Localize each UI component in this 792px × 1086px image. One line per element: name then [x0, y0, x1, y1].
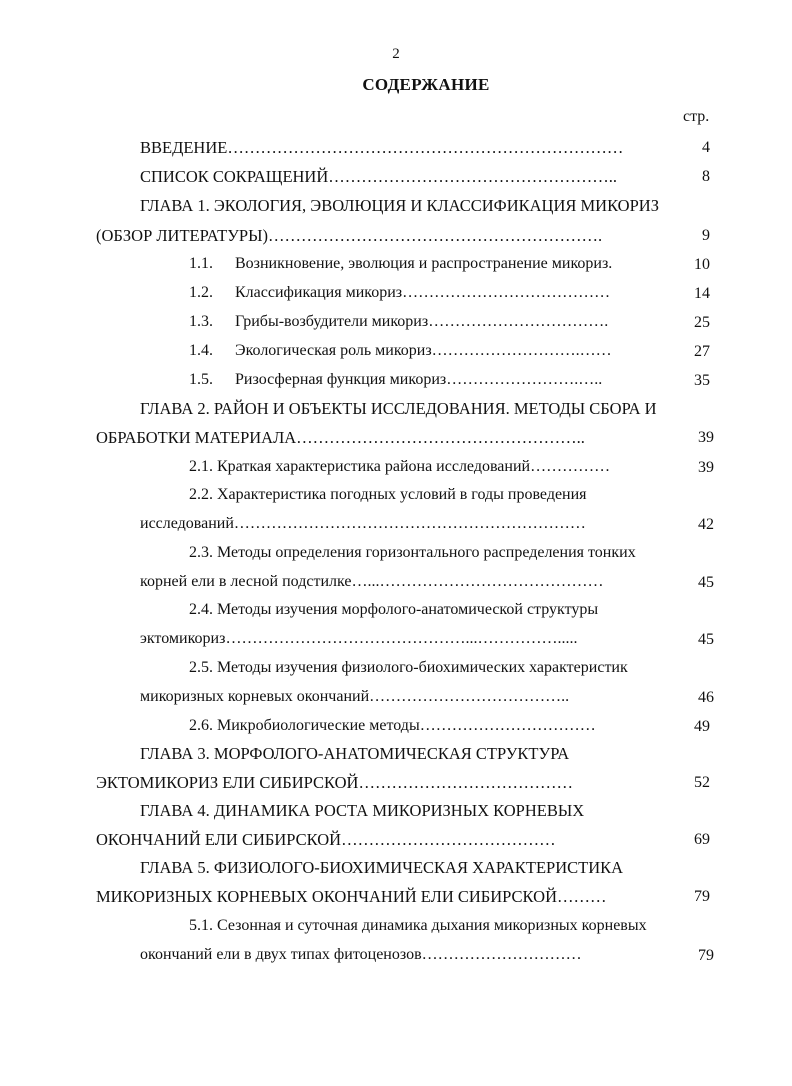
toc-chapter-3-line1[interactable]: ГЛАВА 3. МОРФОЛОГО-АНАТОМИЧЕСКАЯ СТРУКТУРА	[140, 744, 570, 763]
toc-section-2-6[interactable]: 2.6. Микробиологические методы……………………………	[189, 717, 596, 734]
toc-page-2-5: 46	[698, 689, 714, 706]
toc-section-2-4-line1[interactable]: 2.4. Методы изучения морфолого-анатомической структуры	[189, 601, 599, 618]
toc-page-2-6: 49	[694, 718, 710, 735]
toc-section-1-1[interactable]: Возникновение, эволюция и распространение микориз.	[235, 255, 613, 272]
toc-chapter-3-line2[interactable]: ЭКТОМИКОРИЗ ЕЛИ СИБИРСКОЙ…………………………………	[96, 773, 573, 792]
toc-section-5-1-line2[interactable]: окончаний ели в двух типах фитоценозов…………………………	[140, 946, 582, 963]
toc-page-2-2: 42	[698, 516, 714, 533]
toc-page-chapter-5: 79	[694, 888, 710, 905]
toc-page-1-3: 25	[694, 314, 710, 331]
toc-page-2-4: 45	[698, 631, 714, 648]
toc-chapter-2-line1[interactable]: ГЛАВА 2. РАЙОН И ОБЪЕКТЫ ИССЛЕДОВАНИЯ. МЕТОДЫ СБОРА И	[140, 399, 657, 418]
toc-page-1-4: 27	[694, 343, 710, 360]
toc-section-5-1-line1[interactable]: 5.1. Сезонная и суточная динамика дыхания микоризных корневых	[189, 917, 647, 934]
toc-page-chapter-3: 52	[694, 774, 710, 791]
toc-chapter-2-line2[interactable]: ОБРАБОТКИ МАТЕРИАЛА……………………………………………..	[96, 428, 585, 447]
toc-page-chapter-1: 9	[702, 227, 710, 244]
page-column-label: стр.	[683, 108, 710, 125]
toc-section-2-5-line1[interactable]: 2.5. Методы изучения физиолого-биохимических характеристик	[189, 659, 628, 676]
page-number: 2	[392, 46, 400, 62]
toc-page-1-1: 10	[694, 256, 710, 273]
toc-entry-abbreviations[interactable]: СПИСОК СОКРАЩЕНИЙ……………………………………………..	[140, 167, 618, 186]
toc-section-2-2-line2[interactable]: исследований…………………………………………………………	[140, 515, 586, 532]
toc-chapter-4-line1[interactable]: ГЛАВА 4. ДИНАМИКА РОСТА МИКОРИЗНЫХ КОРНЕВЫХ	[140, 801, 585, 820]
toc-chapter-1-line2[interactable]: (ОБЗОР ЛИТЕРАТУРЫ)…………………………………………………….	[96, 226, 603, 245]
page-title: СОДЕРЖАНИЕ	[362, 75, 490, 94]
toc-section-1-3[interactable]: Грибы-возбудители микориз…………………………….	[235, 313, 609, 330]
toc-section-1-2[interactable]: Классификация микориз…………………………………	[235, 284, 611, 301]
toc-chapter-1-line1[interactable]: ГЛАВА 1. ЭКОЛОГИЯ, ЭВОЛЮЦИЯ И КЛАССИФИКАЦИЯ МИКОРИЗ	[140, 196, 659, 215]
toc-section-2-1[interactable]: 2.1. Краткая характеристика района исследований……………	[189, 458, 611, 475]
toc-chapter-4-line2[interactable]: ОКОНЧАНИЙ ЕЛИ СИБИРСКОЙ…………………………………	[96, 830, 556, 849]
toc-section-number: 1.2.	[189, 284, 213, 301]
toc-page-1-2: 14	[694, 285, 710, 302]
toc-page-intro: 4	[702, 139, 710, 156]
toc-section-number: 1.1.	[189, 255, 213, 272]
toc-chapter-5-line2[interactable]: МИКОРИЗНЫХ КОРНЕВЫХ ОКОНЧАНИЙ ЕЛИ СИБИРСКОЙ………	[96, 887, 607, 906]
toc-section-number: 1.3.	[189, 313, 213, 330]
toc-section-2-3-line1[interactable]: 2.3. Методы определения горизонтального распределения тонких	[189, 544, 636, 561]
toc-chapter-5-line1[interactable]: ГЛАВА 5. ФИЗИОЛОГО-БИОХИМИЧЕСКАЯ ХАРАКТЕРИСТИКА	[140, 858, 624, 877]
toc-section-2-3-line2[interactable]: корней ели в лесной подстилке…...……………………………………	[140, 573, 604, 590]
toc-section-1-5[interactable]: Ризосферная функция микориз…………………….…..	[235, 371, 603, 388]
toc-entry-intro[interactable]: ВВЕДЕНИЕ………………………………………………………………	[140, 138, 624, 157]
toc-section-number: 1.4.	[189, 342, 213, 359]
toc-section-number: 1.5.	[189, 371, 213, 388]
toc-page-2-3: 45	[698, 574, 714, 591]
toc-page-5-1: 79	[698, 947, 714, 964]
toc-page-1-5: 35	[694, 372, 710, 389]
toc-section-2-2-line1[interactable]: 2.2. Характеристика погодных условий в годы проведения	[189, 486, 587, 503]
toc-section-2-5-line2[interactable]: микоризных корневых окончаний………………………………..	[140, 688, 570, 705]
toc-section-1-4[interactable]: Экологическая роль микориз……………………….……	[235, 342, 612, 359]
toc-page-abbreviations: 8	[702, 168, 710, 185]
toc-section-2-4-line2[interactable]: эктомикориз………………………………………...…………….....	[140, 630, 578, 647]
toc-page-2-1: 39	[698, 459, 714, 476]
toc-page-chapter-4: 69	[694, 831, 710, 848]
toc-page-chapter-2: 39	[698, 429, 714, 446]
